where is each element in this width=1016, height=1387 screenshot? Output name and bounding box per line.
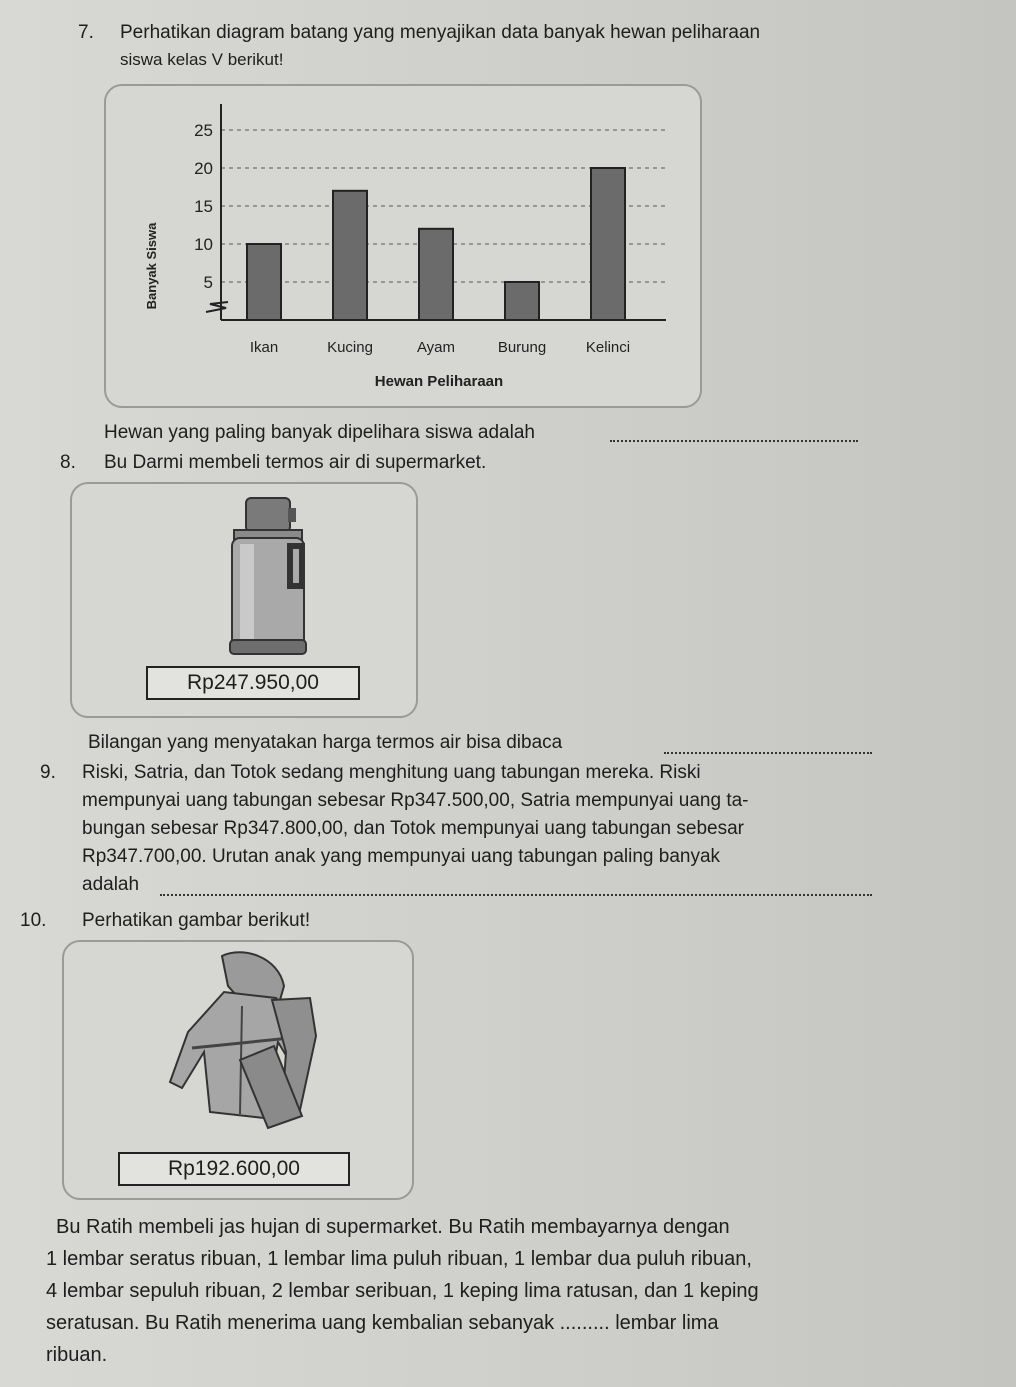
bar-ayam — [419, 229, 453, 320]
chart-y-ticks — [194, 121, 213, 292]
bar-chart — [106, 86, 700, 406]
q9-line-4: Rp347.700,00. Urutan anak yang mempunyai uang tabungan paling banyak — [82, 846, 721, 867]
q9-number: 9. — [40, 762, 56, 783]
q7-number: 7. — [78, 22, 94, 43]
q10-line-4: seratusan. Bu Ratih menerima uang kembalian sebanyak ......... lembar lima — [46, 1312, 719, 1334]
q9-line-1: Riski, Satria, dan Totok sedang menghitung uang tabungan mereka. Riski — [82, 762, 701, 783]
x-tick-label: Kelinci — [585, 339, 631, 356]
q10-line-1: Bu Ratih membeli jas hujan di supermarket. Bu Ratih membayarnya dengan — [56, 1216, 730, 1238]
thermos-price-tag: Rp247.950,00 — [146, 666, 360, 700]
q10-line-5: ribuan. — [46, 1344, 108, 1366]
q7-line1: Perhatikan diagram batang yang menyajikan data banyak hewan peliharaan — [120, 22, 761, 43]
x-tick-label: Burung — [497, 339, 547, 356]
q9-answer-blank[interactable] — [160, 894, 872, 896]
chart-x-tick-labels — [250, 339, 630, 356]
y-tick-label: 25 — [194, 121, 213, 140]
bar-burung — [505, 282, 539, 320]
q10-line-2: 1 lembar seratus ribuan, 1 lembar lima puluh ribuan, 1 lembar dua puluh ribuan, — [46, 1248, 752, 1270]
y-tick-label: 10 — [194, 235, 213, 254]
y-tick-label: 15 — [194, 197, 213, 216]
q7-question: Hewan yang paling banyak dipelihara siswa adalah — [104, 422, 535, 443]
q8-line1: Bu Darmi membeli termos air di supermarket. — [104, 452, 487, 473]
q7-line2: siswa kelas V berikut! — [120, 50, 284, 69]
x-axis-label: Hewan Peliharaan — [374, 373, 504, 390]
raincoat-price-tag: Rp192.600,00 — [118, 1152, 350, 1186]
q10-number: 10. — [20, 910, 47, 931]
q8-number: 8. — [60, 452, 76, 473]
bar-chart-card — [104, 84, 702, 408]
q8-answer-blank[interactable] — [664, 752, 872, 754]
y-tick-label: 20 — [194, 159, 213, 178]
axis-break-mark — [206, 302, 228, 312]
q9-line-5: adalah — [82, 874, 140, 895]
q10-line1: Perhatikan gambar berikut! — [82, 910, 311, 931]
q10-line-3: 4 lembar sepuluh ribuan, 2 lembar seribuan, 1 keping lima ratusan, dan 1 keping — [46, 1280, 759, 1302]
x-tick-label: Ikan — [249, 339, 279, 356]
x-tick-label: Kucing — [327, 339, 373, 356]
x-tick-label: Ayam — [416, 339, 456, 356]
bar-kucing — [333, 191, 367, 320]
q7-answer-blank[interactable] — [610, 440, 858, 442]
bar-kelinci — [591, 168, 625, 320]
bar-ikan — [247, 244, 281, 320]
q8-question: Bilangan yang menyatakan harga termos air bisa dibaca — [88, 732, 563, 753]
y-tick-label: 5 — [203, 273, 213, 292]
q9-line-3: bungan sebesar Rp347.800,00, dan Totok mempunyai uang tabungan sebesar — [82, 818, 744, 839]
q9-line-2: mempunyai uang tabungan sebesar Rp347.500,00, Satria mempunyai uang ta- — [82, 790, 749, 811]
y-axis-label: Banyak Siswa — [144, 222, 159, 310]
